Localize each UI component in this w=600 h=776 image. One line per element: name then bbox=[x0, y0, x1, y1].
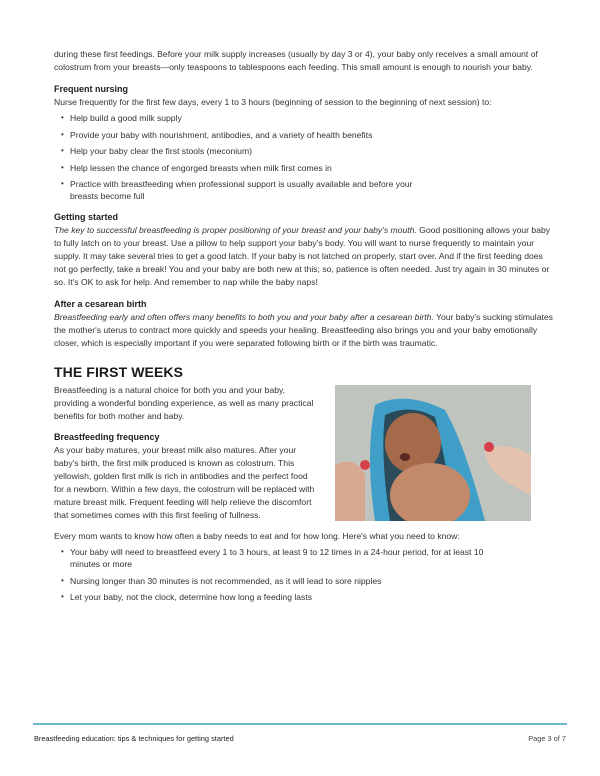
list-item: • Help your baby clear the first stools (meconium) bbox=[70, 145, 554, 157]
first-weeks-section bbox=[54, 364, 554, 522]
baby-photo-image bbox=[335, 385, 531, 521]
frequent-nursing-heading: Frequent nursing bbox=[54, 84, 128, 94]
footer-page-number: Page 3 of 7 bbox=[528, 734, 566, 743]
cesarean-emphasis: Breastfeeding early and often offers many benefits to both you and your baby after a cesarean birth. bbox=[54, 312, 434, 322]
first-weeks-list bbox=[54, 546, 554, 603]
frequent-nursing-lead: Nurse frequently for the first few days, every 1 to 3 hours (beginning of session to the beginning of next session) to: bbox=[54, 97, 492, 107]
cesarean-paragraph bbox=[54, 311, 554, 350]
getting-started-text: Good positioning allows your baby to fully latch on to your breast. Use a pillow to help support your baby's body. You will want to nurse frequently to maintain your supply. It may take several tries to get a good latch. If your baby is not latched on properly, start over. And if the first feeding does not go perfectly, take a break! You and your baby are both new at this; so, patience is often needed. Just try again in 30 minutes or so. It's OK to ask for help. And remember to nap while the baby naps! bbox=[54, 225, 551, 287]
first-weeks-lead: Every mom wants to know how often a baby needs to eat and for how long. Here's what you need to know: bbox=[54, 531, 460, 541]
list-item: • Practice with breastfeeding when professional support is usually available and before your breasts become full bbox=[70, 178, 415, 202]
frequency-paragraph: As your baby matures, your breast milk also matures. After your baby's birth, the first milk produced is known as colostrum. This yellowish, golden first milk is rich in antibodies and the perfect food for a newborn. Within a few days, the colostrum will be replaced with mature breast milk. Frequent feeding will help relieve the discomfort that sometimes comes with this first feeling of fullness. bbox=[54, 445, 315, 520]
frequent-nursing-list bbox=[54, 112, 554, 202]
cesarean-section bbox=[54, 298, 554, 350]
intro-paragraph: during these first feedings. Before your milk supply increases (usually by day 3 or 4), your baby only receives a small amount of colostrum from your breasts—only teaspoons to tablespoons each feeding. This small amount is enough to nourish your baby. bbox=[54, 49, 538, 72]
first-weeks-intro: Breastfeeding is a natural choice for both you and your baby, providing a wonderful bonding experience, as well as many practical benefits for both mother and baby. bbox=[54, 385, 314, 421]
list-item: • Help lessen the chance of engorged breasts when milk first comes in bbox=[70, 162, 554, 174]
list-item: • Nursing longer than 30 minutes is not recommended, as it will lead to sore nipples bbox=[70, 575, 554, 587]
baby-photo bbox=[335, 385, 531, 521]
getting-started-emphasis: The key to successful breastfeeding is proper positioning of your breast and your baby's mouth. bbox=[54, 225, 417, 235]
list-item: • Provide your baby with nourishment, antibodies, and a variety of health benefits bbox=[70, 129, 554, 141]
first-weeks-text-column bbox=[54, 384, 316, 522]
first-weeks-title: THE FIRST WEEKS bbox=[54, 364, 184, 380]
frequency-heading: Breastfeeding frequency bbox=[54, 432, 160, 442]
getting-started-section bbox=[54, 211, 554, 289]
list-item: • Help build a good milk supply bbox=[70, 112, 554, 124]
frequent-nursing-section bbox=[54, 83, 554, 202]
list-item: • Your baby will need to breastfeed every 1 to 3 hours, at least 9 to 12 times in a 24-hour period, for at least 10 minutes or more bbox=[70, 546, 490, 570]
cesarean-text: Your baby's sucking stimulates the mother's uterus to contract more quickly and speeds your healing. Breastfeeding also brings you and your baby emotionally closer, which is especially important if you were separated following birth or if the birth was traumatic. bbox=[54, 312, 553, 348]
footer-rule bbox=[33, 723, 567, 725]
page-content bbox=[54, 48, 554, 608]
getting-started-heading: Getting started bbox=[54, 212, 119, 222]
intro-section bbox=[54, 48, 554, 74]
list-item: • Let your baby, not the clock, determine how long a feeding lasts bbox=[70, 591, 554, 603]
cesarean-heading: After a cesarean birth bbox=[54, 299, 147, 309]
getting-started-paragraph bbox=[54, 224, 554, 289]
footer-document-title: Breastfeeding education: tips & techniques for getting started bbox=[34, 734, 234, 743]
